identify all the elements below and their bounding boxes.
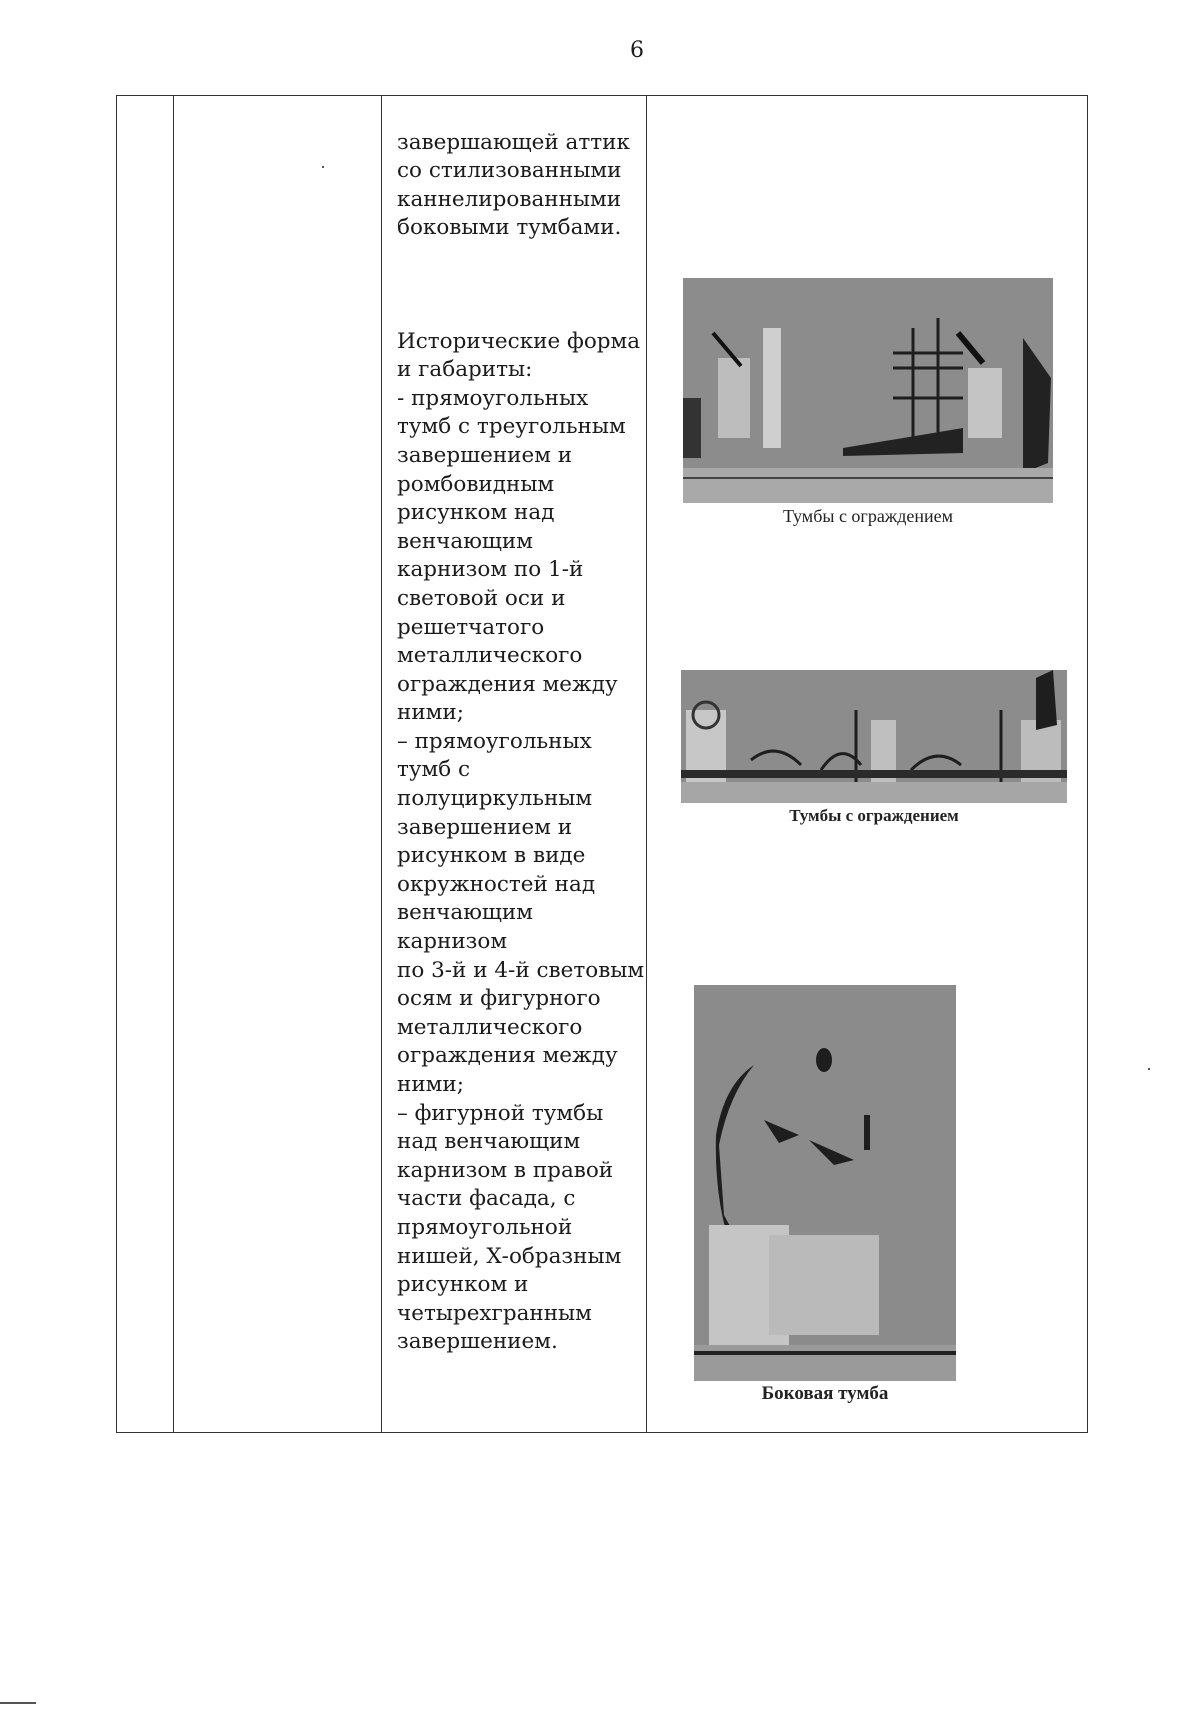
photo-pedestals-railing-2 bbox=[681, 670, 1067, 803]
scan-mark-1 bbox=[322, 166, 324, 168]
photo-1-graphic bbox=[683, 278, 1053, 503]
description-intro: завершающей аттик со стилизованными каннелированными боковыми тумбами. bbox=[397, 129, 630, 241]
photo-1-caption: Тумбы с ограждением bbox=[782, 506, 954, 526]
photo-2-caption: Тумбы с ограждением bbox=[789, 806, 959, 825]
description-main: Исторические форма и габариты: - прямоугольных тумб с треугольным завершением и ромбовидным рисунком над венчающим карнизом по 1-й световой оси и решетчатого металлического ограждения между ними; – прямоугольных тумб с полуциркульным завершением и рисунком в виде окружностей над венчающим карнизом по 3-й и 4-й световым осям и фигурного металлического ограждения между ними; – фигурной тумбы над венчающим карнизом в правой части фасада, с прямоугольной нишей, Х-образным рисунком и четырехгранным завершением. bbox=[397, 328, 645, 1355]
photo-2-graphic bbox=[681, 670, 1067, 803]
scan-mark-2 bbox=[1148, 1068, 1150, 1070]
column-divider-1 bbox=[173, 95, 174, 1433]
column-divider-2 bbox=[381, 95, 382, 1433]
photo-3-caption: Боковая тумба bbox=[761, 1383, 889, 1404]
photo-3-graphic bbox=[694, 985, 956, 1381]
photo-pedestals-railing-1 bbox=[683, 278, 1053, 503]
photo-side-pedestal bbox=[694, 985, 956, 1381]
scan-mark-3 bbox=[0, 1702, 36, 1704]
page-number: 6 bbox=[630, 38, 644, 63]
description-cell bbox=[397, 100, 647, 1386]
